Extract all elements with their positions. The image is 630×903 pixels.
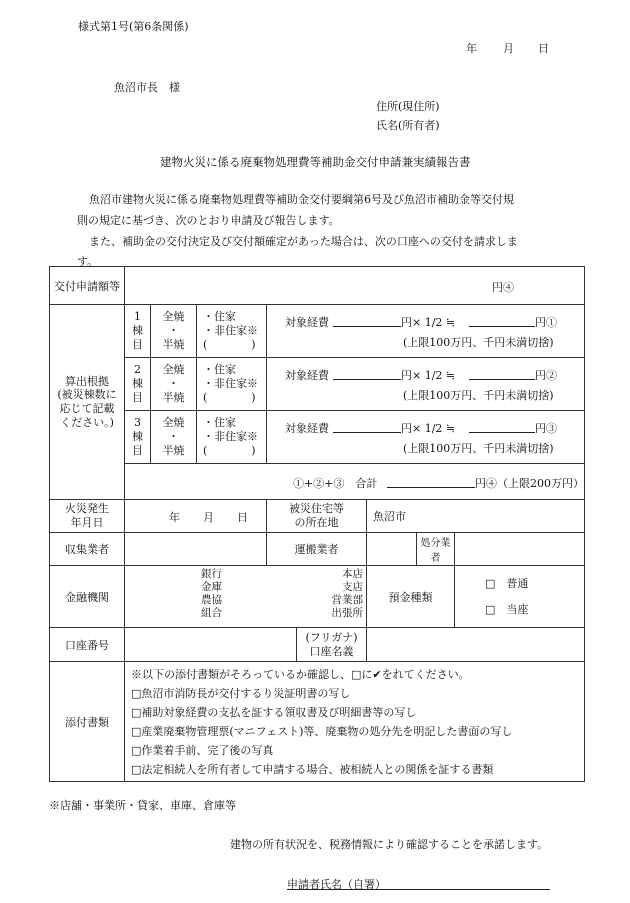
attachment-checkbox-5[interactable]: □法定相続人を所有者して申請する場合、被相続人との関係を証する書類	[131, 762, 494, 776]
bank-types: 銀行 金庫 農協 組合	[201, 567, 222, 619]
building-1-formula: 円× 1/2 ≒	[401, 316, 456, 329]
building-1-usage[interactable]: ・住家 ・非住家※ ( )	[197, 305, 267, 358]
building-2-cost[interactable]	[267, 358, 585, 411]
consent-statement: 建物の所有状況を、税務情報により確認することを承諾します。	[230, 838, 549, 851]
building-2-result-line	[469, 367, 535, 380]
fire-date-label: 火災発生 年月日	[50, 500, 125, 533]
footnote: ※店舗・事業所・貸家、車庫、倉庫等	[49, 799, 236, 812]
grant-amount-suffix: 円④	[492, 281, 514, 294]
location-label: 被災住宅等 の所在地	[267, 500, 367, 533]
account-number-label: 口座番号	[50, 628, 125, 662]
collector-field[interactable]	[125, 533, 267, 566]
total-suffix: 円④（上限200万円）	[475, 476, 584, 490]
building-3-cost-line	[333, 420, 401, 433]
bank-label: 金融機関	[50, 566, 125, 628]
building-1-result-line	[469, 314, 535, 327]
building-3-burn-type[interactable]: 全焼 ・ 半焼	[151, 411, 197, 464]
grant-amount-label: 交付申請額等	[50, 267, 125, 305]
attachments-list	[125, 662, 585, 782]
building-1-burn-type[interactable]: 全焼 ・ 半焼	[151, 305, 197, 358]
body-para2-line2: す。	[77, 255, 99, 268]
attachment-checkbox-4[interactable]: □作業着手前、完了後の写真	[131, 743, 274, 757]
total-formula: ①+②+③ 合計	[293, 476, 378, 490]
attachments-note: ※以下の添付書類がそろっているか確認し、□に✔をれてください。	[131, 667, 470, 681]
transporter-label: 運搬業者	[267, 533, 367, 566]
fire-date-month: 月	[203, 510, 214, 524]
deposit-type-label: 預金種類	[367, 566, 455, 628]
transporter-field[interactable]	[367, 533, 417, 566]
building-2-burn-type[interactable]: 全焼 ・ 半焼	[151, 358, 197, 411]
date-month-label: 月	[503, 42, 514, 55]
location-value: 魚沼市	[373, 510, 406, 523]
building-1-number: 1 棟 目	[125, 305, 151, 358]
building-2-cost-line	[333, 367, 401, 380]
building-3-limit: (上限100万円、千円未満切捨)	[403, 442, 554, 455]
body-para1-line1: 魚沼市建物火災に係る廃棄物処理費等補助金交付要綱第6号及び魚沼市補助金等交付規	[89, 193, 514, 206]
total-row[interactable]	[125, 464, 585, 500]
disposer-label: 処分業者	[417, 533, 455, 566]
collector-label: 収集業者	[50, 533, 125, 566]
deposit-option-regular[interactable]: □ 普通	[485, 576, 529, 590]
fire-date-year: 年	[169, 510, 180, 524]
building-1-cost-label: 対象経費	[285, 316, 329, 329]
account-number-field[interactable]	[125, 628, 297, 662]
document-title: 建物火災に係る廃棄物処理費等補助金交付申請兼実績報告書	[160, 155, 471, 169]
building-2-usage[interactable]: ・住家 ・非住家※ ( )	[197, 358, 267, 411]
disposer-field[interactable]	[455, 533, 585, 566]
building-1-limit: (上限100万円、千円未満切捨)	[403, 336, 554, 349]
building-3-result-line	[469, 420, 535, 433]
form-number: 様式第1号(第6条関係)	[78, 20, 189, 33]
date-day-label: 日	[538, 42, 549, 55]
building-3-cost[interactable]	[267, 411, 585, 464]
building-2-cost-label: 対象経費	[285, 369, 329, 382]
attachment-checkbox-1[interactable]: □魚沼市消防長が交付するり災証明書の写し	[131, 686, 351, 700]
attachment-checkbox-2[interactable]: □補助対象経費の支払を証する領収書及び明細書等の写し	[131, 705, 417, 719]
body-para2-line1: また、補助金の交付決定及び交付額確定があった場合は、次の口座への交付を請求しま	[89, 235, 518, 248]
building-2-limit: (上限100万円、千円未満切捨)	[403, 389, 554, 402]
building-3-usage[interactable]: ・住家 ・非住家※ ( )	[197, 411, 267, 464]
application-form-table	[49, 266, 585, 782]
account-name-field[interactable]	[367, 628, 585, 662]
name-label: 氏名(所有者)	[376, 119, 440, 132]
building-1-cost-line	[333, 314, 401, 327]
fire-date-field[interactable]	[125, 500, 267, 533]
building-3-number: 3 棟 目	[125, 411, 151, 464]
address-label: 住所(現住所)	[376, 100, 440, 113]
date-year-label: 年	[466, 42, 477, 55]
deposit-option-current[interactable]: □ 当座	[485, 602, 529, 616]
branch-types: 本店 支店 営業部 出張所	[331, 567, 363, 619]
building-2-formula: 円× 1/2 ≒	[401, 369, 456, 382]
fire-date-day: 日	[237, 510, 248, 524]
building-3-formula: 円× 1/2 ≒	[401, 422, 456, 435]
building-3-cost-label: 対象経費	[285, 422, 329, 435]
location-field[interactable]	[367, 500, 585, 533]
building-1-result-suffix: 円①	[535, 316, 557, 329]
grant-amount-field[interactable]	[125, 267, 585, 305]
body-para1-line2: 則の規定に基づき、次のとおり申請及び報告します。	[77, 214, 340, 227]
bank-field[interactable]	[125, 566, 367, 628]
calc-basis-label: 算出根拠 (被災棟数に 応じて記載 ください。)	[50, 305, 125, 500]
building-2-number: 2 棟 目	[125, 358, 151, 411]
account-name-label: (フリガナ) 口座名義	[297, 628, 367, 662]
building-1-cost[interactable]	[267, 305, 585, 358]
building-2-result-suffix: 円②	[535, 369, 557, 382]
total-line	[387, 475, 475, 488]
attachment-checkbox-3[interactable]: □産業廃棄物管理票(マニフェスト)等、廃棄物の処分先を明記した書面の写し	[131, 724, 513, 738]
addressee: 魚沼市長 様	[114, 81, 180, 94]
attachments-label: 添付書類	[50, 662, 125, 782]
signature-label: 申請者氏名（自署）	[287, 878, 386, 891]
building-3-result-suffix: 円③	[535, 422, 557, 435]
signature-line[interactable]	[287, 889, 550, 890]
deposit-type-options	[455, 566, 585, 628]
